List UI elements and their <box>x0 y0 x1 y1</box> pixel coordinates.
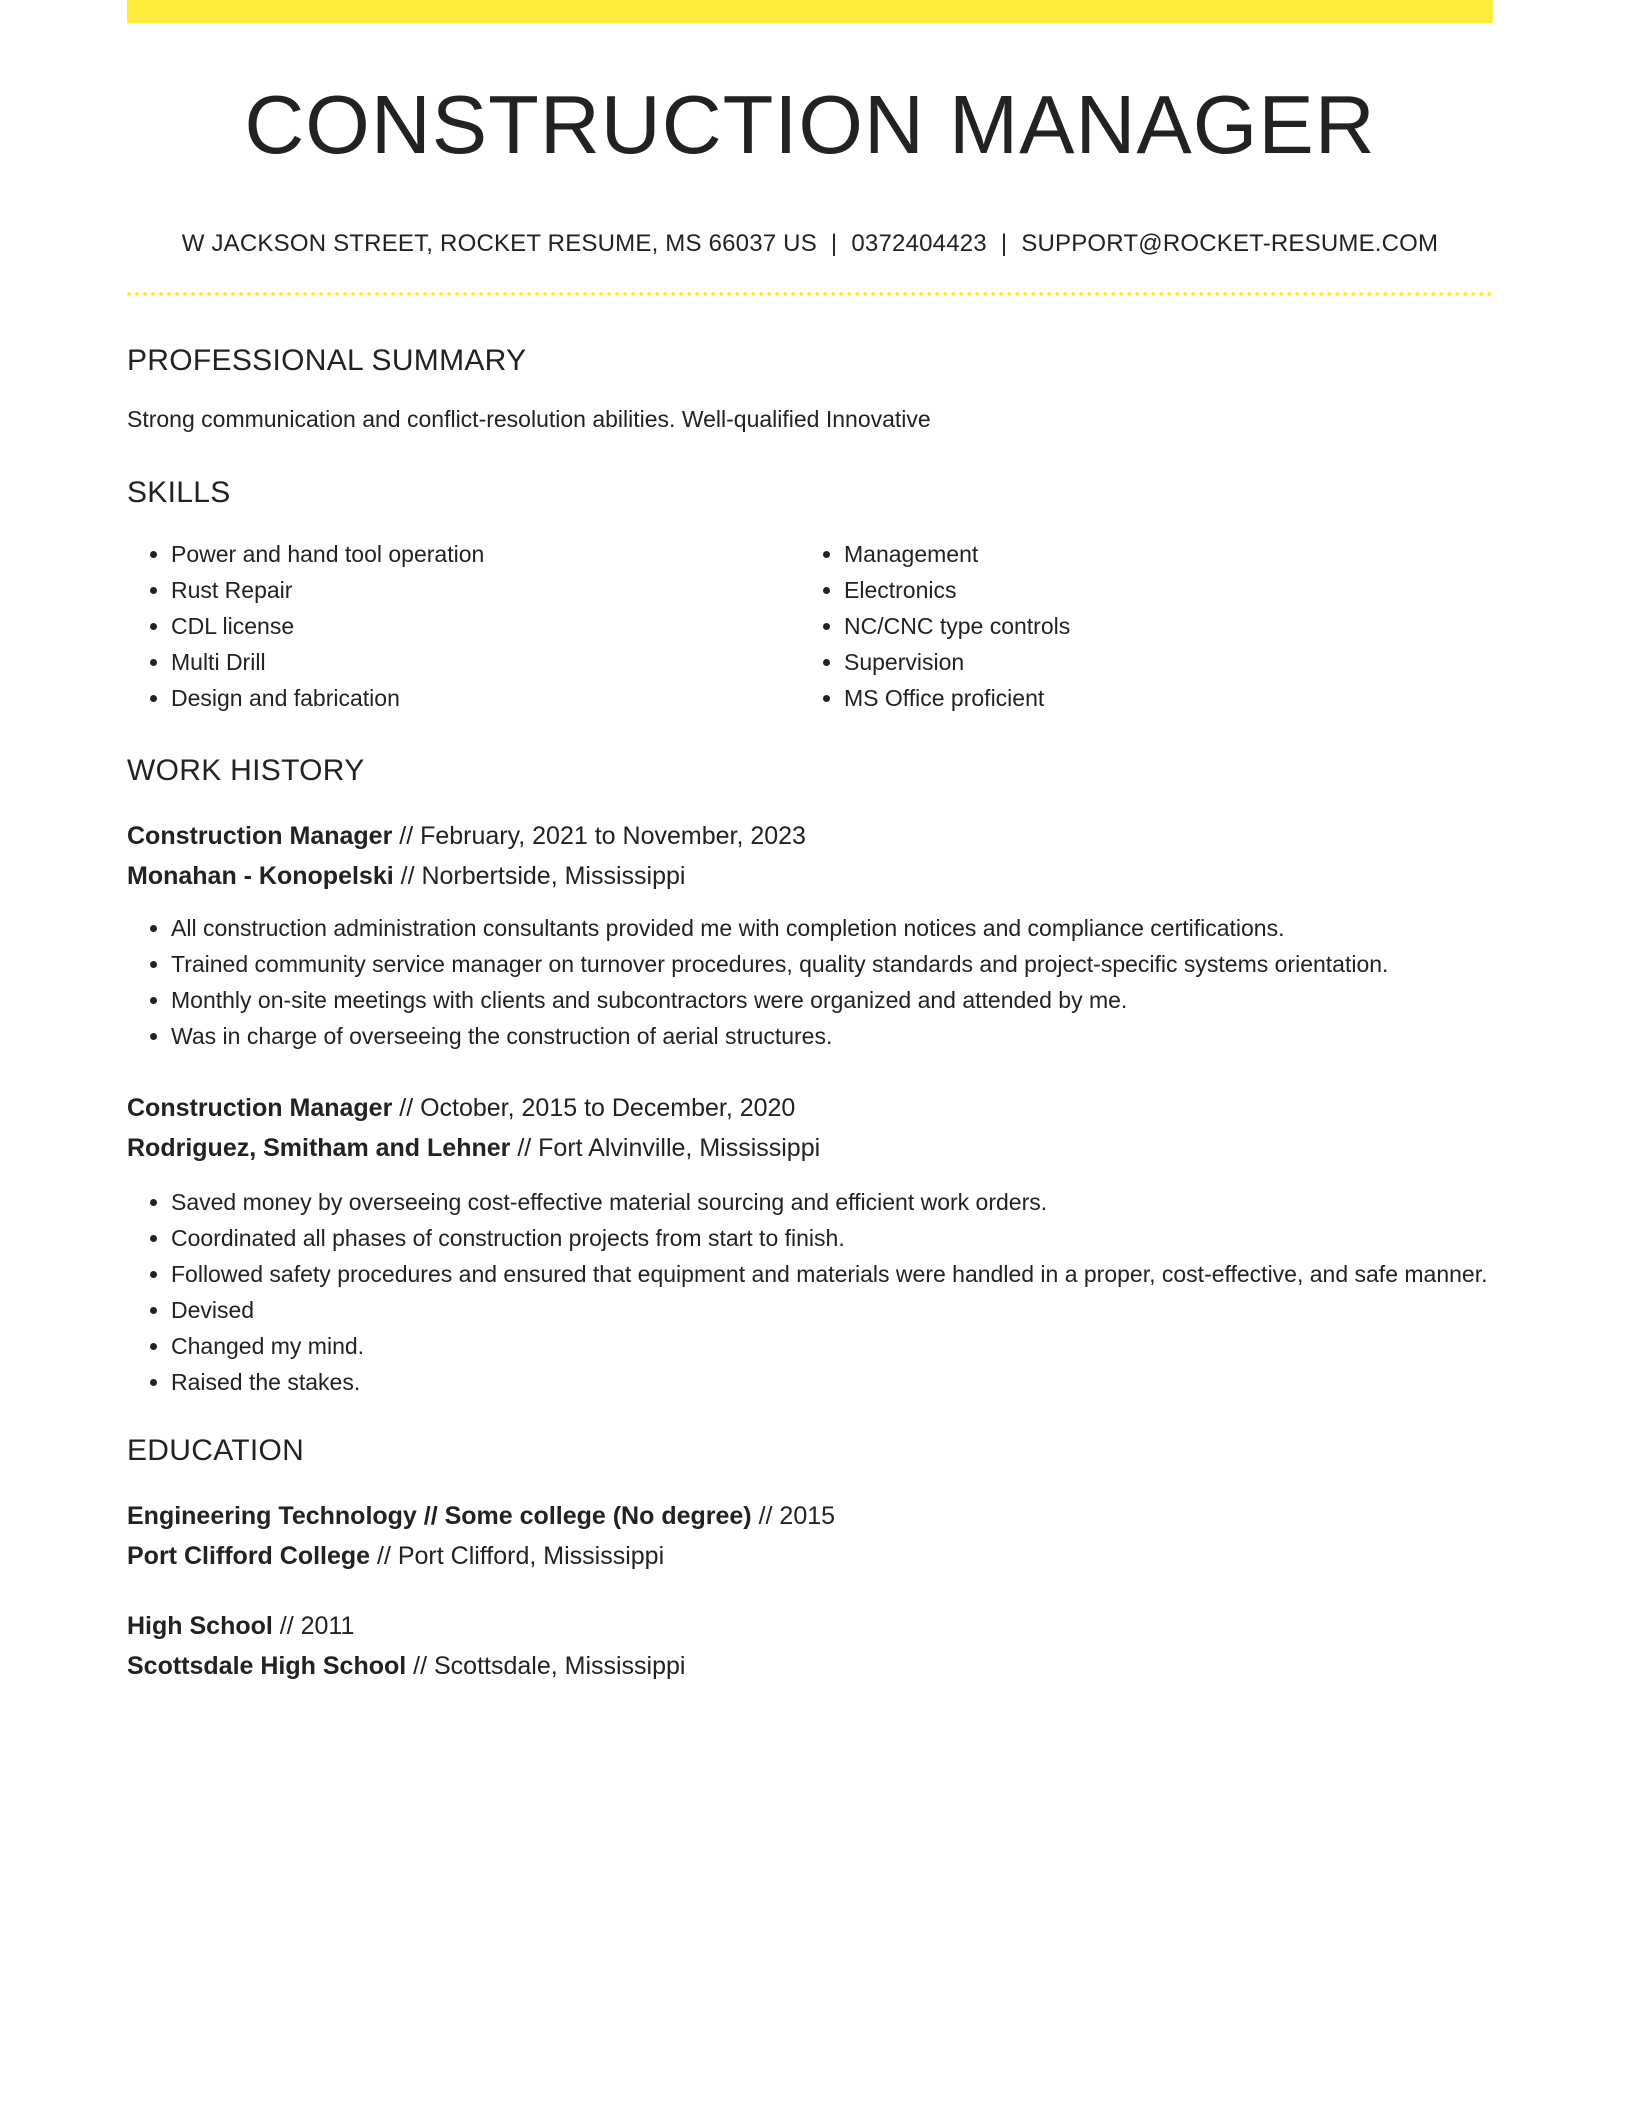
job-bullet: • Raised the stakes. <box>171 1364 1493 1400</box>
summary-text: Strong communication and conflict-resolution abilities. Well-qualified Innovative <box>127 406 931 432</box>
job-bullet: • Coordinated all phases of construction projects from start to finish. <box>171 1220 1493 1256</box>
education-degree: Engineering Technology // Some college (No degree) <box>127 1501 752 1530</box>
job-bullet: • Saved money by overseeing cost-effective material sourcing and efficient work orders. <box>171 1184 1493 1220</box>
contact-separator: | <box>1000 230 1008 257</box>
skills-column-right <box>800 536 1473 716</box>
job-bullet: • Changed my mind. <box>171 1328 1493 1364</box>
education-heading: EDUCATION <box>127 1433 305 1467</box>
contact-phone: 0372404423 <box>851 230 987 257</box>
resume-name: CONSTRUCTION MANAGER <box>244 78 1376 171</box>
job-role: Construction Manager <box>127 821 393 850</box>
skill-item: • Design and fabrication <box>171 680 800 716</box>
contact-address: W JACKSON STREET, ROCKET RESUME, MS 66037 US <box>181 230 817 257</box>
job-company-line <box>127 856 1493 896</box>
contact-email: SUPPORT@ROCKET-RESUME.COM <box>1021 230 1439 257</box>
contact-line <box>127 230 1493 258</box>
work-history-heading: WORK HISTORY <box>127 753 365 787</box>
skill-item: • MS Office proficient <box>844 680 1473 716</box>
education-year: // 2015 <box>751 1501 836 1530</box>
job-company: Rodriguez, Smitham and Lehner <box>127 1133 511 1162</box>
top-accent-bar <box>127 0 1493 23</box>
education-degree-line <box>127 1606 1493 1646</box>
job-company-line <box>127 1128 1493 1168</box>
summary-heading: PROFESSIONAL SUMMARY <box>127 344 527 377</box>
skill-item: • Electronics <box>844 572 1473 608</box>
job-title-line <box>127 816 1493 856</box>
education-entry <box>127 1606 1493 1686</box>
job-company: Monahan - Konopelski <box>127 861 394 890</box>
education-entry <box>127 1496 1493 1576</box>
job-bullet: • All construction administration consultants provided me with completion notices and compliance certifications. <box>171 910 1493 946</box>
dotted-divider <box>127 292 1493 296</box>
job-bullet: • Was in charge of overseeing the construction of aerial structures. <box>171 1018 1493 1054</box>
education-school: Port Clifford College <box>127 1541 371 1570</box>
job-bullet: • Followed safety procedures and ensured that equipment and materials were handled in a proper, cost-effective, and safe manner. <box>171 1256 1493 1292</box>
skill-item: • Supervision <box>844 644 1473 680</box>
resume-page <box>127 0 1493 1686</box>
skill-item: • NC/CNC type controls <box>844 608 1473 644</box>
job-title-line <box>127 1088 1493 1128</box>
job-location: // Fort Alvinville, Mississippi <box>510 1133 821 1162</box>
job-entry <box>127 816 1493 1054</box>
job-location: // Norbertside, Mississippi <box>393 861 686 890</box>
skill-item: • CDL license <box>171 608 800 644</box>
skill-item: • Rust Repair <box>171 572 800 608</box>
skill-item: • Management <box>844 536 1473 572</box>
job-bullet: • Devised <box>171 1292 1493 1328</box>
job-dates: // October, 2015 to December, 2020 <box>392 1093 796 1122</box>
contact-separator: | <box>830 230 838 257</box>
job-entry <box>127 1088 1493 1400</box>
skills-heading: SKILLS <box>127 475 231 509</box>
education-location: // Scottsdale, Mississippi <box>406 1651 686 1680</box>
education-degree-line <box>127 1496 1493 1536</box>
skill-item: • Multi Drill <box>171 644 800 680</box>
skills-list <box>127 536 1493 716</box>
skill-item: • Power and hand tool operation <box>171 536 800 572</box>
education-school-line <box>127 1536 1493 1576</box>
job-role: Construction Manager <box>127 1093 393 1122</box>
job-bullets <box>127 1184 1493 1400</box>
education-school: Scottsdale High School <box>127 1651 407 1680</box>
education-school-line <box>127 1646 1493 1686</box>
education-location: // Port Clifford, Mississippi <box>370 1541 665 1570</box>
education-degree: High School <box>127 1611 273 1640</box>
skills-column-left <box>127 536 800 716</box>
education-year: // 2011 <box>272 1611 355 1640</box>
job-dates: // February, 2021 to November, 2023 <box>392 821 806 850</box>
job-bullets <box>127 910 1493 1054</box>
job-bullet: • Monthly on-site meetings with clients and subcontractors were organized and attended by me. <box>171 982 1493 1018</box>
job-bullet: • Trained community service manager on turnover procedures, quality standards and project-specific systems orientation. <box>171 946 1493 982</box>
